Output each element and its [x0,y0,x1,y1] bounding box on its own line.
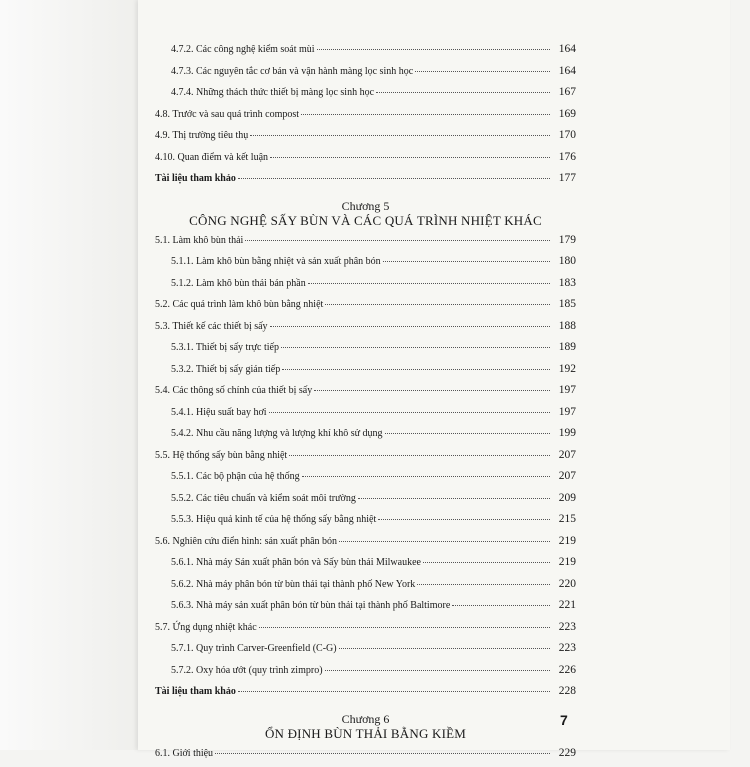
toc-leader-dots [289,455,550,456]
toc-entry-page: 189 [552,340,576,354]
toc-leader-dots [270,326,550,327]
toc-entry-page: 177 [552,171,576,185]
toc-entry-page: 164 [552,64,576,78]
toc-entry-page: 219 [552,534,576,548]
toc-entry-title: 5.7. Ứng dụng nhiệt khác [155,621,257,635]
toc-entry-title: 5.1.1. Làm khô bùn bằng nhiệt và sản xuất phân bón [171,255,381,269]
toc-entry-page: 223 [552,620,576,634]
toc-entry-title: 5.6.2. Nhà máy phân bón từ bùn thải tại thành phố New York [171,578,415,592]
toc-entry [155,150,576,172]
toc-entry [155,340,576,362]
toc-entry [155,746,576,767]
toc-entry-page: 197 [552,383,576,397]
toc-leader-dots [302,476,550,477]
toc-entry-page: 207 [552,448,576,462]
toc-entry [155,297,576,319]
toc-entry-page: 167 [552,85,576,99]
toc-entry-title: 4.7.3. Các nguyên tắc cơ bản và vận hành màng lọc sinh học [171,65,413,79]
toc-entry [155,171,576,193]
page-edge [0,0,138,750]
toc-leader-dots [417,584,550,585]
toc-section-chapter4-end [155,42,576,193]
toc-entry-page: 219 [552,555,576,569]
toc-entry-title: 5.6.1. Nhà máy Sản xuất phân bón và Sấy bùn thải Milwaukee [171,556,421,570]
toc-entry [155,128,576,150]
toc-entry-page: 228 [552,684,576,698]
toc-entry-page: 183 [552,276,576,290]
toc-entry-title: Tài liệu tham khảo [155,172,236,186]
toc-entry-title: 5.3.1. Thiết bị sấy trực tiếp [171,341,279,355]
toc-entry-page: 197 [552,405,576,419]
toc-entry [155,448,576,470]
toc-entry [155,426,576,448]
toc-entry-page: 192 [552,362,576,376]
toc-entry-title: 5.5. Hệ thống sấy bùn bằng nhiệt [155,449,287,463]
toc-entry [155,319,576,341]
toc-entry-page: 229 [552,746,576,760]
toc-entry-title: 6.1. Giới thiệu [155,747,213,761]
toc-entry-page: 179 [552,233,576,247]
toc-entry [155,362,576,384]
toc-entry [155,512,576,534]
toc-entry-title: 5.3. Thiết kế các thiết bị sấy [155,320,268,334]
toc-leader-dots [452,605,550,606]
toc-leader-dots [269,412,550,413]
toc-leader-dots [325,304,550,305]
toc-section-chapter5 [155,233,576,706]
toc-entry-page: 220 [552,577,576,591]
chapter-6-label: Chương 6 [155,712,576,726]
toc-entry-title: 5.5.3. Hiệu quả kinh tế của hệ thống sấy bằng nhiệt [171,513,376,527]
toc-leader-dots [378,519,550,520]
toc-entry-title: 5.2. Các quá trình làm khô bùn bằng nhiệt [155,298,323,312]
chapter-5-title: CÔNG NGHỆ SẤY BÙN VÀ CÁC QUÁ TRÌNH NHIỆT KHÁC [155,213,576,229]
toc-entry-title: 5.7.1. Quy trình Carver-Greenfield (C-G) [171,642,337,656]
toc-entry [155,42,576,64]
toc-entry-title: 5.5.2. Các tiêu chuẩn và kiểm soát môi trường [171,492,356,506]
toc-leader-dots [376,92,550,93]
toc-entry-page: 226 [552,663,576,677]
toc-entry-title: Tài liệu tham khảo [155,685,236,699]
toc-entry-title: 5.6.3. Nhà máy sản xuất phân bón từ bùn thải tại thành phố Baltimore [171,599,450,613]
toc-leader-dots [339,648,550,649]
toc-entry-title: 5.1. Làm khô bùn thải [155,234,243,248]
toc-entry-title: 4.7.4. Những thách thức thiết bị màng lọc sinh học [171,86,374,100]
toc-entry [155,598,576,620]
toc-leader-dots [385,433,550,434]
toc-entry-page: 170 [552,128,576,142]
page-number: 7 [560,712,568,728]
toc-entry-title: 4.8. Trước và sau quá trình compost [155,108,299,122]
toc-entry [155,233,576,255]
toc-entry-page: 207 [552,469,576,483]
toc-leader-dots [317,49,550,50]
toc-entry-page: 215 [552,512,576,526]
table-of-contents [155,42,576,767]
toc-section-chapter6 [155,746,576,767]
toc-leader-dots [281,347,550,348]
toc-entry-title: 5.7.2. Oxy hóa ướt (quy trình zimpro) [171,664,323,678]
chapter-5-label: Chương 5 [155,199,576,213]
toc-entry-page: 199 [552,426,576,440]
toc-entry-page: 188 [552,319,576,333]
toc-leader-dots [308,283,550,284]
toc-entry-page: 185 [552,297,576,311]
toc-leader-dots [270,157,550,158]
toc-leader-dots [238,691,550,692]
toc-entry [155,85,576,107]
toc-leader-dots [325,670,550,671]
toc-entry [155,383,576,405]
toc-leader-dots [339,541,550,542]
toc-entry [155,64,576,86]
toc-leader-dots [358,498,550,499]
toc-leader-dots [383,261,550,262]
toc-entry-title: 5.3.2. Thiết bị sấy gián tiếp [171,363,280,377]
toc-leader-dots [415,71,550,72]
toc-entry-page: 169 [552,107,576,121]
toc-entry-page: 223 [552,641,576,655]
toc-entry [155,684,576,706]
toc-entry [155,491,576,513]
toc-leader-dots [250,135,550,136]
toc-entry-title: 5.6. Nghiên cứu điển hình: sản xuất phân bón [155,535,337,549]
toc-leader-dots [215,753,550,754]
toc-leader-dots [301,114,550,115]
chapter-6-title: ỔN ĐỊNH BÙN THẢI BẰNG KIỀM [155,726,576,742]
toc-entry-title: 5.4.2. Nhu cầu năng lượng và lượng khí khô sử dụng [171,427,383,441]
toc-entry [155,555,576,577]
toc-entry-title: 4.7.2. Các công nghệ kiểm soát mùi [171,43,315,57]
toc-entry-title: 5.1.2. Làm khô bùn thải bán phần [171,277,306,291]
toc-entry [155,107,576,129]
toc-entry [155,577,576,599]
toc-entry-title: 5.5.1. Các bộ phận của hệ thống [171,470,300,484]
toc-entry [155,534,576,556]
toc-entry-page: 221 [552,598,576,612]
toc-leader-dots [282,369,550,370]
toc-entry-title: 5.4.1. Hiệu suất bay hơi [171,406,267,420]
toc-entry-page: 209 [552,491,576,505]
toc-leader-dots [423,562,550,563]
toc-entry [155,405,576,427]
toc-leader-dots [238,178,550,179]
toc-leader-dots [245,240,550,241]
toc-entry [155,620,576,642]
toc-entry-page: 176 [552,150,576,164]
toc-entry [155,641,576,663]
toc-entry [155,663,576,685]
toc-entry-title: 5.4. Các thông số chính của thiết bị sấy [155,384,312,398]
toc-entry [155,254,576,276]
toc-leader-dots [314,390,550,391]
toc-entry [155,469,576,491]
toc-entry-page: 180 [552,254,576,268]
toc-entry-page: 164 [552,42,576,56]
toc-entry-title: 4.10. Quan điểm và kết luận [155,151,268,165]
toc-entry-title: 4.9. Thị trường tiêu thụ [155,129,248,143]
toc-leader-dots [259,627,550,628]
toc-entry [155,276,576,298]
